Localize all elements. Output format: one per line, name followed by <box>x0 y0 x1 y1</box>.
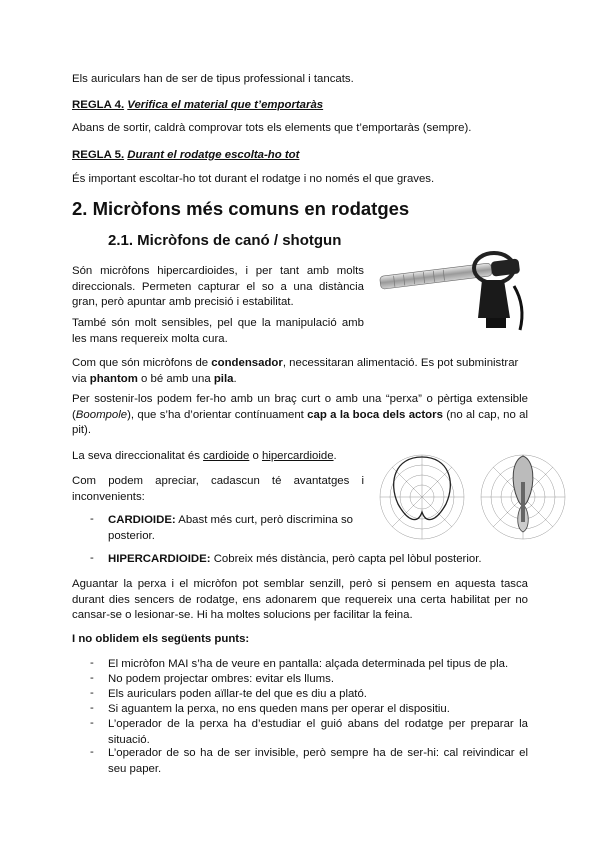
para-avantatges: Com podem apreciar, cadascun té avantatges i inconvenients: <box>72 475 364 503</box>
point-item-6: L’operador de so ha de ser invisible, però sempre ha de ser-hi: cal reivindicar el seu paper. <box>108 747 528 775</box>
para-hypercardioid: Són micròfons hipercardioides, i per tant amb molts direccionals. Permeten capturar el so a una distància gran, però apuntar amb precisió i estabilitat. <box>72 265 364 308</box>
point-dash-1: - <box>90 657 94 669</box>
para4-a: Per sostenir-los podem fer-ho amb un braç curt o amb una “perxa” o pèrtiga extensible ( <box>72 393 528 421</box>
para4-c: ), que s’ha d’orientar contínuament <box>127 408 308 421</box>
para-sensitive: També són molt sensibles, pel que la manipulació amb les mans requereix molta cura. <box>72 317 364 345</box>
para4-e: (no al cap, no al pit). <box>72 408 528 436</box>
rule5-title: Durant el rodatge escolta-ho tot <box>127 149 300 161</box>
para-condensador <box>72 356 528 387</box>
para3-pila: pila <box>213 372 234 385</box>
subsection-title: 2.1. Micròfons de canó / shotgun <box>108 232 342 249</box>
para-boompole <box>72 392 528 439</box>
point-dash-2: - <box>90 672 94 684</box>
points-heading: I no oblidem els següents punts: <box>72 633 250 645</box>
rule4-heading <box>72 98 528 114</box>
para5-a: La seva direccionalitat és <box>72 450 204 462</box>
hypercardioid-polar-diagram <box>478 452 568 542</box>
point-dash-3: - <box>90 687 94 699</box>
rule4-text: Abans de sortir, caldrà comprovar tots els elements que t’emportaràs (sempre). <box>72 122 472 134</box>
section-title: 2. Micròfons més comuns en rodatges <box>72 198 410 219</box>
para-perxa: Aguantar la perxa i el micròfon pot semblar senzill, però si pensem en aquesta tasca durant dies sencers de rodatge, ens adonarem que requereix una certa habilitat per no cansar-se o lesionar-se. Hi ha moltes solucions per facilitar la feina. <box>72 578 528 621</box>
cardioide-link: cardioide <box>203 450 250 462</box>
para4-boompole: Boompole <box>75 408 128 421</box>
point-item-3: Els auriculars poden aïllar-te del que es diu a plató. <box>108 688 367 700</box>
pro-item-hipercardioide <box>108 552 528 568</box>
para5-c: o <box>249 450 262 462</box>
shotgun-microphone-image <box>374 246 528 336</box>
point-item-1: El micròfon MAI s’ha de veure en pantalla: alçada determinada pel tipus de pla. <box>108 658 509 670</box>
pro-text-1: Abast més curt, però discrimina so posterior. <box>108 514 353 542</box>
para3-g: . <box>233 372 237 385</box>
point-item-4: Si aguantem la perxa, no ens queden mans per operar el dispositiu. <box>108 703 450 715</box>
point-item-2: No podem projectar ombres: evitar els llums. <box>108 673 334 685</box>
rule4-label: REGLA 4. <box>72 99 125 111</box>
intro-line: Els auriculars han de ser de tipus professional i tancats. <box>72 73 354 85</box>
point-item-5: L’operador de la perxa ha d’estudiar el guió abans del rodatge per preparar la situació. <box>108 718 528 746</box>
para4-boca: cap a la boca dels actors <box>307 408 443 421</box>
para3-c: , necessitaran alimentació. Es pot subministrar via <box>72 357 519 385</box>
pro-dash-2: - <box>90 552 94 564</box>
hipercardioide-link: hipercardioide <box>261 450 334 462</box>
para3-e: o bé amb una <box>137 372 214 385</box>
rule4-title: Verifica el material que t’emportaràs <box>127 99 324 111</box>
para3-condensador: condensador <box>211 357 283 369</box>
pro-term-2: HIPERCARDIOIDE: <box>108 553 211 565</box>
pro-term-1: CARDIOIDE: <box>108 514 176 526</box>
point-dash-4: - <box>90 702 94 714</box>
cardioid-polar-diagram <box>374 452 470 542</box>
point-dash-5: - <box>90 717 94 729</box>
para3-phantom: phantom <box>89 372 138 385</box>
pro-text-2: Cobreix més distància, però capta pel lòbul posterior. <box>210 553 482 565</box>
point-dash-6: - <box>90 746 94 758</box>
rule5-text: És important escoltar-ho tot durant el rodatge i no només el que graves. <box>72 173 435 185</box>
rule5-label: REGLA 5. <box>72 149 125 161</box>
pro-item-cardioide <box>108 513 364 544</box>
pro-dash-1: - <box>90 513 94 525</box>
para3-a: Com que són micròfons de <box>72 357 212 369</box>
rule5-heading <box>72 148 528 164</box>
para5-e: . <box>333 450 337 462</box>
